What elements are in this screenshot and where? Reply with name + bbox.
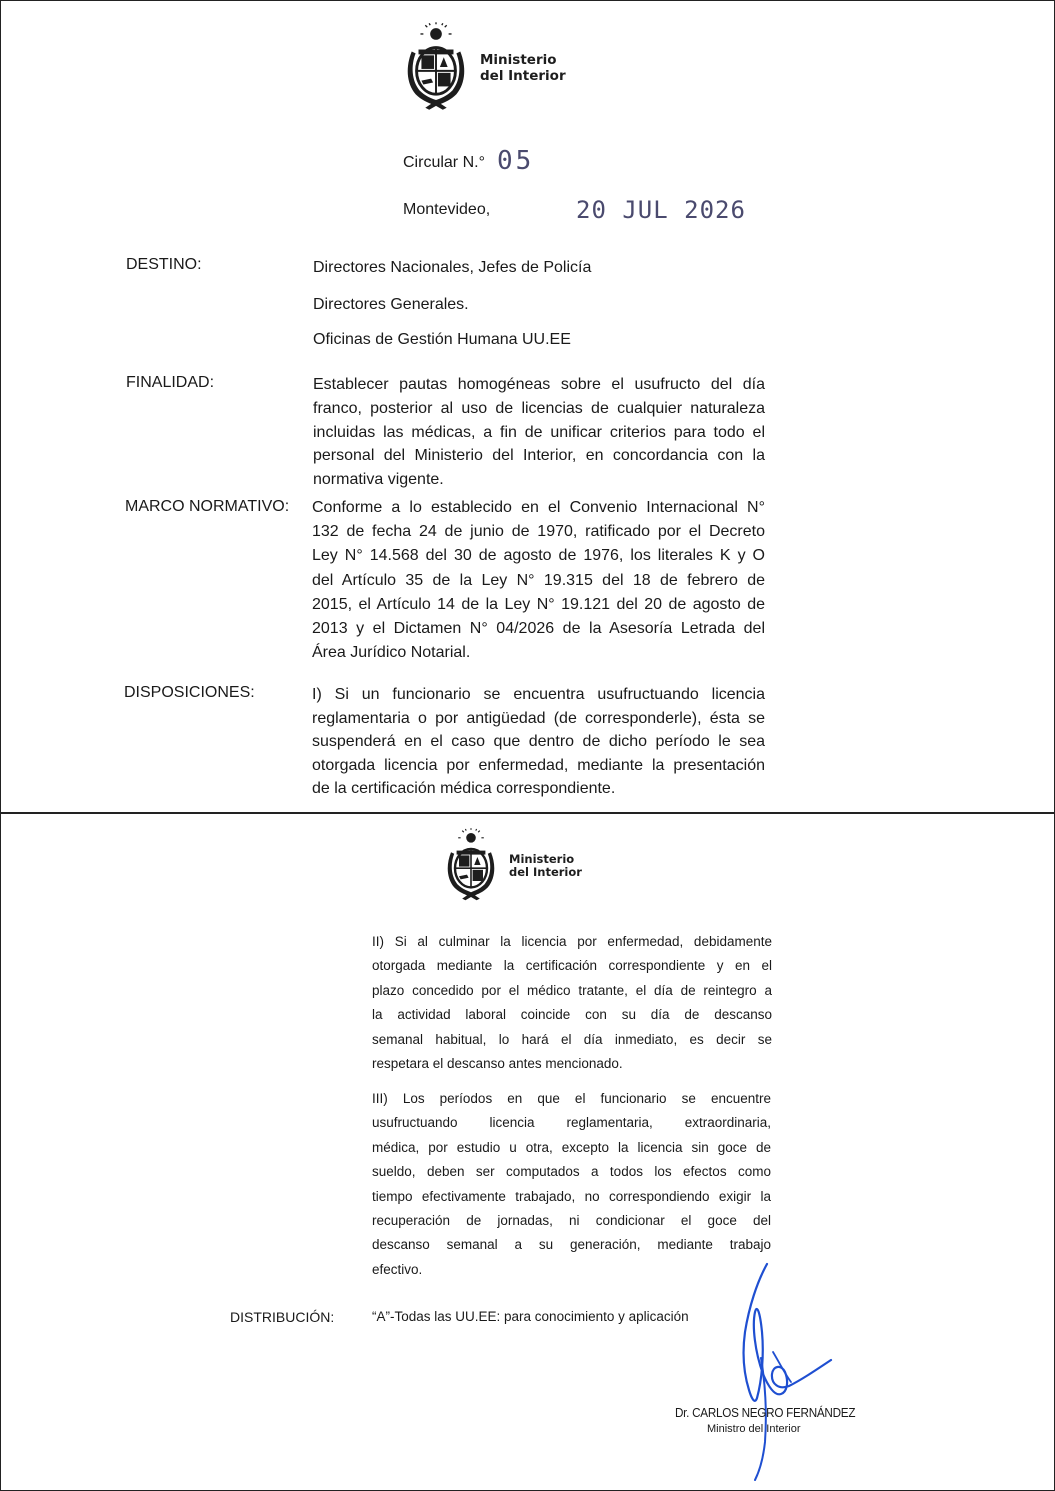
disposicion-item-1 <box>312 683 765 801</box>
text-line: reglamentaria o por antigüedad (de corresponderle), ésta se <box>312 709 765 727</box>
text-line: I) Si un funcionario se encuentra usufructuando licencia <box>312 686 765 703</box>
text-line: Área Jurídico Notarial. <box>312 644 471 662</box>
distribucion-label: DISTRIBUCIÓN: <box>230 1309 335 1325</box>
disposicion-item-3 <box>372 1087 771 1282</box>
text-line: del Artículo 35 de la Ley N° 19.315 del 18 de febrero de <box>312 571 765 589</box>
ministry-header <box>402 22 566 112</box>
distribucion-text: “A”-Todas las UU.EE: para conocimiento y aplicación <box>372 1309 689 1324</box>
destino-label: DESTINO: <box>126 256 202 273</box>
text-line: recuperación de jornadas, ni condicionar el goce del <box>372 1213 771 1229</box>
text-line: respetara el descanso antes mencionado. <box>372 1056 623 1072</box>
place-label: Montevideo, <box>403 201 491 218</box>
signatory-title: Ministro del Interior <box>707 1423 801 1435</box>
destino-item: Oficinas de Gestión Humana UU.EE <box>313 331 571 348</box>
ministry-line-2: del Interior <box>509 865 582 879</box>
text-line: personal del Ministerio del Interior, en concordancia con la <box>313 447 765 465</box>
ministry-line-1: Ministerio <box>480 52 557 69</box>
ministry-name <box>480 53 566 84</box>
text-line: 2013 y el Dictamen N° 04/2026 de la Asesoría Letrada del <box>312 620 765 638</box>
ministry-name <box>509 853 582 879</box>
text-line: plazo concedido por el médico tratante, el día de reintegro a <box>372 982 772 998</box>
date-stamp: 20 JUL 2026 <box>576 196 746 224</box>
text-line: incluidas las médicas, a fin de unificar criterios para todo el <box>313 423 765 441</box>
text-line: semanal habitual, lo hará el día inmediato, es decir se <box>372 1031 772 1047</box>
ministry-line-1: Ministerio <box>509 851 575 866</box>
text-line: 2015, el Artículo 14 de la Ley N° 19.121 del 20 de agosto de <box>312 595 765 613</box>
text-line: efectivo. <box>372 1261 423 1277</box>
finalidad-label: FINALIDAD: <box>126 374 215 391</box>
text-line: suspenderá en el caso que dentro de dicho período le sea <box>312 733 765 751</box>
text-line: III) Los períodos en que el funcionario se encuentre <box>372 1091 771 1106</box>
ministry-line-2: del Interior <box>480 68 566 84</box>
text-line: 132 de fecha 24 de junio de 1970, ratificado por el Decreto <box>312 523 765 541</box>
destino-item: Directores Generales. <box>313 296 469 313</box>
circular-label: Circular N.° <box>403 154 485 171</box>
disposicion-item-2 <box>372 930 772 1076</box>
destino-item: Directores Nacionales, Jefes de Policía <box>313 259 592 276</box>
text-line: tiempo efectivamente trabajado, no correspondiendo exigir la <box>372 1188 771 1204</box>
page-divider <box>0 812 1055 814</box>
circular-number-stamp: 05 <box>497 146 535 176</box>
text-line: II) Si al culminar la licencia por enfermedad, debidamente <box>372 934 772 949</box>
marco-text <box>312 496 765 665</box>
marco-label: MARCO NORMATIVO: <box>125 498 290 515</box>
text-line: Conforme a lo establecido en el Convenio Internacional N° <box>312 499 765 516</box>
text-line: Ley N° 14.568 del 30 de agosto de 1976, los literales K y O <box>312 547 765 565</box>
text-line: descanso semanal a su generación, mediante trabajo <box>372 1237 771 1253</box>
text-line: franco, posterior al uso de licencias de cualquier naturaleza <box>313 399 765 417</box>
coat-of-arms-icon <box>402 22 470 112</box>
ministry-header-page-2 <box>443 826 582 904</box>
text-line: otorgada mediante la certificación correspondiente y en el <box>372 958 772 974</box>
disposiciones-label: DISPOSICIONES: <box>124 684 255 701</box>
text-line: la actividad laboral coincide con su día de descanso <box>372 1007 772 1023</box>
text-line: sueldo, deben ser computados a todos los efectos como <box>372 1164 771 1180</box>
text-line: usufructuando licencia reglamentaria, extraordinaria, <box>372 1115 771 1131</box>
text-line: de la certificación médica correspondiente. <box>312 780 616 798</box>
text-line: Establecer pautas homogéneas sobre el usufructo del día <box>313 376 765 393</box>
coat-of-arms-icon <box>443 826 499 904</box>
signatory-name: Dr. CARLOS NEGRO FERNÁNDEZ <box>675 1405 856 1420</box>
finalidad-text <box>313 373 765 492</box>
handwritten-signature <box>715 1262 855 1482</box>
text-line: otorgada licencia por enfermedad, mediante la presentación <box>312 756 765 774</box>
text-line: médica, por estudio u otra, excepto la licencia sin goce de <box>372 1139 771 1155</box>
text-line: normativa vigente. <box>313 471 444 489</box>
